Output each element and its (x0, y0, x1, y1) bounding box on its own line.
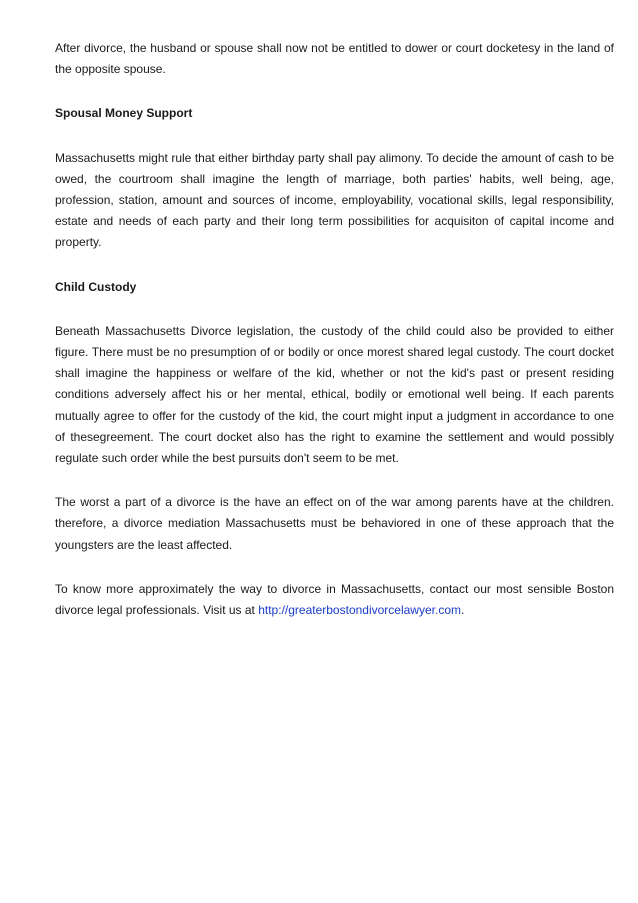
spousal-support-paragraph: Massachusetts might rule that either birthday party shall pay alimony. To decide the amount of cash to be owed, the courtroom shall imagine the length of marriage, both parties' habits, well being, age, profession, station, amount and sources of income, employability, vocational skills, legal responsibility, estate and needs of each party and their long term possibilities for acquisiton of capital income and property. (55, 150, 614, 250)
mediation-paragraph: The worst a part of a divorce is the have an effect on of the war among parents have at the children. therefore, a divorce mediation Massachusetts must be behaviored in one of these approach that the youngsters are the least affected. (55, 495, 614, 552)
closing-text: To know more approximately the way to divorce in Massachusetts, contact our most sensible Boston divorce legal professionals. Visit us at (55, 581, 614, 618)
website-link[interactable]: http://greaterbostondivorcelawyer.com (258, 603, 461, 618)
closing-period: . (461, 603, 465, 618)
section-heading-child-custody: Child Custody (55, 279, 137, 294)
closing-paragraph (55, 579, 614, 621)
intro-paragraph: After divorce, the husband or spouse shall now not be entitled to dower or court docketesy in the land of the opposite spouse. (55, 41, 614, 77)
section-heading-spousal-support: Spousal Money Support (55, 106, 193, 121)
child-custody-paragraph: Beneath Massachusetts Divorce legislation, the custody of the child could also be provided to either figure. There must be no presumption of or bodily or once morest shared legal custody. The court docket shall imagine the happiness or welfare of the kid, whether or not the kid's past or present residing conditions adversely affect his or her mental, ethical, bodily or emotional well being. If each parents mutually agree to offer for the custody of the kid, the court might input a judgment in accordance to one of thesegreement. The court docket also has the right to examine the settlement and would possibly regulate such order while the best pursuits don't seem to be met. (55, 323, 614, 466)
